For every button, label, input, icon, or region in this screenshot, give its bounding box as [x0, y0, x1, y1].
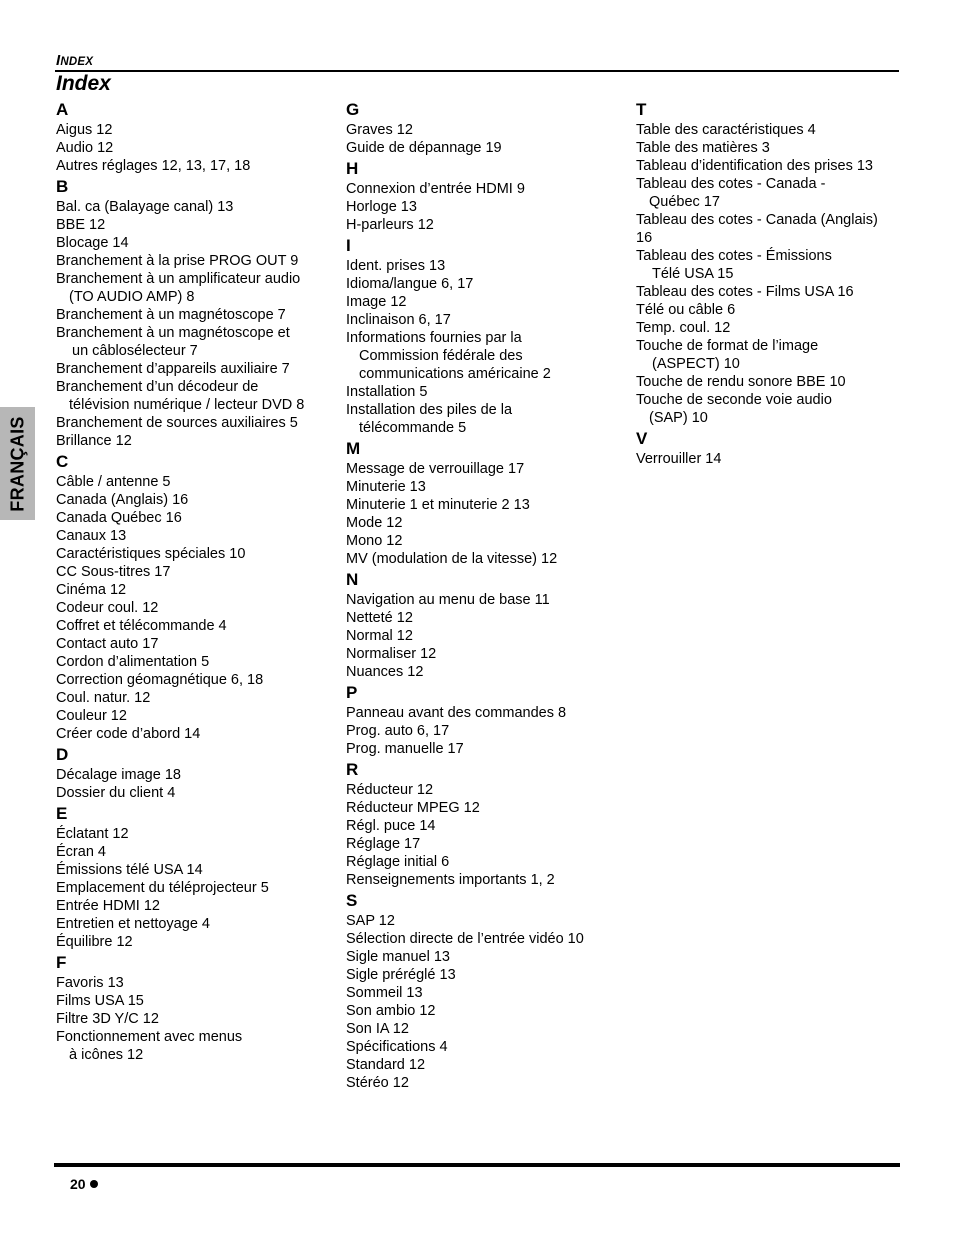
index-entry: Son IA 12: [346, 1021, 409, 1037]
index-entry: Réglage 17: [346, 836, 421, 852]
index-entry: BBE 12: [56, 217, 106, 233]
index-letter-heading: B: [56, 177, 69, 196]
index-entry: Entrée HDMI 12: [56, 898, 160, 914]
index-entry: Installation des piles de la: [346, 402, 513, 418]
index-letter-heading: I: [346, 236, 351, 255]
index-letter-heading: T: [636, 100, 647, 119]
index-letter-heading: V: [636, 429, 648, 448]
index-entry-continuation: Commission fédérale des: [359, 348, 523, 364]
index-entry-continuation: à icônes 12: [69, 1047, 144, 1063]
index-entry: Table des caractéristiques 4: [636, 122, 816, 138]
index-entry: Minuterie 1 et minuterie 2 13: [346, 497, 530, 513]
index-entry: Favoris 13: [56, 975, 124, 991]
index-letter-heading: A: [56, 100, 69, 119]
index-letter-heading: G: [346, 100, 360, 119]
index-letter-heading: M: [346, 439, 361, 458]
index-entry: Codeur coul. 12: [56, 600, 159, 616]
index-entry: Coul. natur. 12: [56, 690, 151, 706]
index-entry: Branchement d’appareils auxiliaire 7: [56, 361, 290, 377]
index-entry: Prog. manuelle 17: [346, 741, 464, 757]
index-entry: Sélection directe de l’entrée vidéo 10: [346, 931, 584, 947]
index-entry: Horloge 13: [346, 199, 417, 215]
index-entry: Ident. prises 13: [346, 258, 446, 274]
index-entry: H-parleurs 12: [346, 217, 434, 233]
index-letter-heading: N: [346, 570, 359, 589]
index-letter-heading: E: [56, 804, 68, 823]
index-entry: Aigus 12: [56, 122, 113, 138]
index-entry: Installation 5: [346, 384, 428, 400]
index-column-2: [346, 98, 616, 1092]
index-entry: Audio 12: [56, 140, 114, 156]
footer-rule: [54, 1163, 900, 1167]
index-column-3: [636, 98, 898, 468]
index-entry: Message de verrouillage 17: [346, 461, 525, 477]
index-entry: Cinéma 12: [56, 582, 127, 598]
index-entry: Touche de rendu sonore BBE 10: [636, 374, 846, 390]
index-entry: Emplacement du téléprojecteur 5: [56, 880, 269, 896]
running-head-rest: NDEX: [60, 56, 94, 68]
index-entry: Éclatant 12: [56, 826, 129, 842]
index-entry: Équilibre 12: [56, 934, 133, 950]
index-entry-continuation: Télé USA 15: [652, 266, 734, 282]
index-entry: Panneau avant des commandes 8: [346, 705, 567, 721]
index-entry: Bal. ca (Balayage canal) 13: [56, 199, 234, 215]
index-entry: SAP 12: [346, 913, 395, 929]
index-entry: Brillance 12: [56, 433, 132, 449]
index-entry: Idioma/langue 6, 17: [346, 276, 474, 292]
index-entry: Entretien et nettoyage 4: [56, 916, 210, 932]
index-entry: Sommeil 13: [346, 985, 423, 1001]
index-entry: Branchement d’un décodeur de: [56, 379, 259, 395]
index-entry: Verrouiller 14: [636, 451, 722, 467]
index-letter-heading: D: [56, 745, 69, 764]
index-entry: Décalage image 18: [56, 767, 181, 783]
index-entry: Netteté 12: [346, 610, 413, 626]
index-entry: Émissions télé USA 14: [56, 862, 203, 878]
index-entry: Inclinaison 6, 17: [346, 312, 451, 328]
index-entry-continuation: (ASPECT) 10: [652, 356, 740, 372]
index-entry: Guide de dépannage 19: [346, 140, 502, 156]
running-head: [56, 52, 93, 69]
index-entry: Créer code d’abord 14: [56, 726, 201, 742]
index-entry: Son ambio 12: [346, 1003, 436, 1019]
index-entry: Nuances 12: [346, 664, 424, 680]
page-number: 20: [70, 1176, 86, 1192]
index-entry: Coffret et télécommande 4: [56, 618, 227, 634]
index-entry-continuation: Québec 17: [649, 194, 720, 210]
index-entry: Réglage initial 6: [346, 854, 450, 870]
running-head-initial: I: [56, 52, 61, 69]
index-letter-heading: R: [346, 760, 359, 779]
index-entry: Minuterie 13: [346, 479, 426, 495]
index-entry: Correction géomagnétique 6, 18: [56, 672, 264, 688]
index-entry: Standard 12: [346, 1057, 426, 1073]
index-entry: Caractéristiques spéciales 10: [56, 546, 246, 562]
index-entry: Dossier du client 4: [56, 785, 176, 801]
index-entry: Renseignements importants 1, 2: [346, 872, 555, 888]
index-column-1: [56, 98, 326, 1064]
index-entry: Tableau des cotes - Émissions: [636, 248, 832, 264]
index-entry: Connexion d’entrée HDMI 9: [346, 181, 525, 197]
index-entry: Sigle manuel 13: [346, 949, 450, 965]
index-entry: Câble / antenne 5: [56, 474, 171, 490]
index-entry: Branchement à un amplificateur audio: [56, 271, 301, 287]
index-entry: Contact auto 17: [56, 636, 159, 652]
index-entry-continuation: télévision numérique / lecteur DVD 8: [69, 397, 305, 413]
index-entry: Cordon d’alimentation 5: [56, 654, 210, 670]
index-entry: Tableau des cotes - Films USA 16: [636, 284, 854, 300]
index-entry: Normal 12: [346, 628, 413, 644]
index-entry: Temp. coul. 12: [636, 320, 731, 336]
language-side-tab: [0, 407, 35, 520]
index-entry-continuation: un câblosélecteur 7: [72, 343, 198, 359]
index-entry: Image 12: [346, 294, 407, 310]
index-letter-heading: H: [346, 159, 359, 178]
index-entry: Réducteur 12: [346, 782, 434, 798]
index-entry: Blocage 14: [56, 235, 129, 251]
index-entry-continuation: (SAP) 10: [649, 410, 708, 426]
index-letter-heading: C: [56, 452, 69, 471]
index-entry: Films USA 15: [56, 993, 144, 1009]
index-letter-heading: P: [346, 683, 358, 702]
index-entry: Touche de seconde voie audio: [636, 392, 832, 408]
index-entry: Branchement à un magnétoscope 7: [56, 307, 286, 323]
index-entry: Branchement à la prise PROG OUT 9: [56, 253, 299, 269]
language-side-tab-label: FRANÇAIS: [7, 415, 27, 512]
index-entry: Réducteur MPEG 12: [346, 800, 480, 816]
index-entry-continuation: télécommande 5: [359, 420, 467, 436]
index-entry: Spécifications 4: [346, 1039, 448, 1055]
index-letter-heading: F: [56, 953, 67, 972]
index-entry: Normaliser 12: [346, 646, 437, 662]
index-entry: Touche de format de l’image: [636, 338, 819, 354]
index-entry: Graves 12: [346, 122, 413, 138]
index-entry-continuation: (TO AUDIO AMP) 8: [69, 289, 195, 305]
page-title: Index: [56, 72, 111, 95]
index-entry: Mono 12: [346, 533, 403, 549]
index-entry: 16: [636, 230, 653, 246]
index-letter-heading: S: [346, 891, 358, 910]
index-entry: Mode 12: [346, 515, 403, 531]
index-entry: Stéréo 12: [346, 1075, 409, 1091]
index-entry: Branchement à un magnétoscope et: [56, 325, 290, 341]
bullet-icon: [90, 1180, 98, 1188]
index-entry: Canaux 13: [56, 528, 127, 544]
index-entry-continuation: communications américaine 2: [359, 366, 551, 382]
index-entry: Régl. puce 14: [346, 818, 436, 834]
index-entry: Couleur 12: [56, 708, 127, 724]
header-rule: [55, 70, 899, 72]
index-entry: Prog. auto 6, 17: [346, 723, 450, 739]
index-entry: Autres réglages 12, 13, 17, 18: [56, 158, 251, 174]
index-entry: Télé ou câble 6: [636, 302, 736, 318]
index-entry: Navigation au menu de base 11: [346, 592, 550, 608]
index-entry: MV (modulation de la vitesse) 12: [346, 551, 558, 567]
index-entry: Écran 4: [56, 844, 106, 860]
index-entry: Fonctionnement avec menus: [56, 1029, 243, 1045]
index-entry: Canada Québec 16: [56, 510, 182, 526]
index-entry: Table des matières 3: [636, 140, 770, 156]
index-entry: Tableau d’identification des prises 13: [636, 158, 873, 174]
index-entry: Tableau des cotes - Canada -: [636, 176, 826, 192]
index-entry: Informations fournies par la: [346, 330, 522, 346]
index-entry: Tableau des cotes - Canada (Anglais): [636, 212, 878, 228]
index-entry: CC Sous-titres 17: [56, 564, 171, 580]
index-entry: Filtre 3D Y/C 12: [56, 1011, 159, 1027]
index-entry: Sigle préréglé 13: [346, 967, 456, 983]
index-entry: Canada (Anglais) 16: [56, 492, 189, 508]
page-footer: [70, 1176, 98, 1192]
index-entry: Branchement de sources auxiliaires 5: [56, 415, 298, 431]
